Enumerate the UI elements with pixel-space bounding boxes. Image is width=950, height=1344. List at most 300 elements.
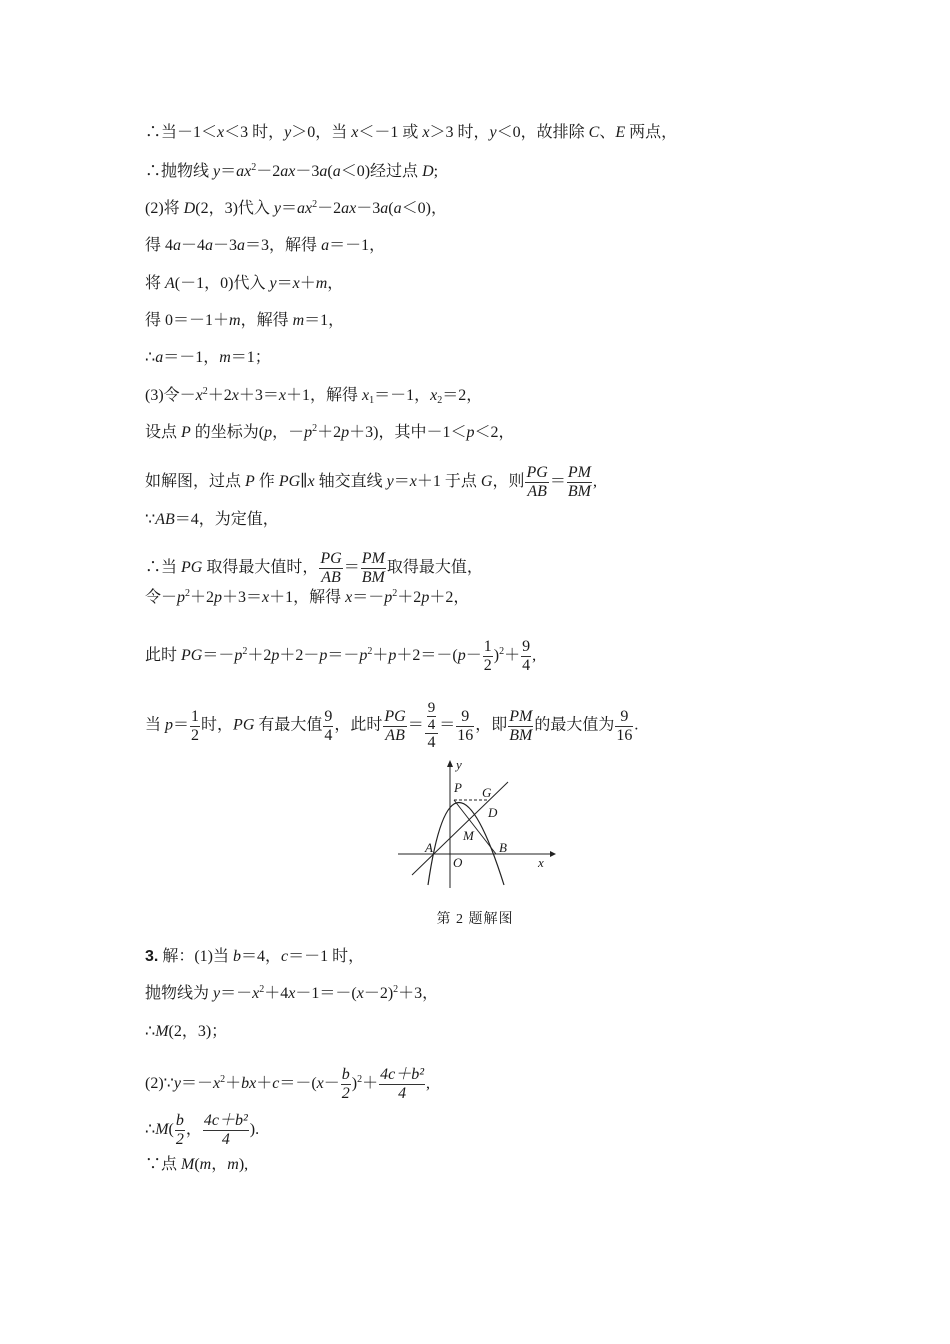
fraction: [341, 1066, 351, 1103]
math-variable: y: [386, 473, 394, 491]
text-span: ＜－1 或: [358, 124, 423, 141]
text-span: (: [194, 1156, 200, 1173]
fraction-denominator: 4: [522, 657, 531, 674]
fraction-numerator: 9: [324, 707, 333, 725]
math-variable: P: [245, 473, 255, 491]
math-variable: x: [231, 387, 239, 404]
fraction-numerator: PG: [320, 550, 342, 567]
label-D: D: [488, 805, 498, 820]
label-x: x: [538, 855, 544, 870]
label-G: G: [482, 785, 492, 800]
text-line: [145, 236, 385, 256]
text-span: ＝: [173, 716, 190, 734]
text-span: ＝－1，: [329, 237, 386, 254]
fraction-numerator: 4c＋b²: [380, 1066, 425, 1083]
text-span: ∴: [145, 1023, 156, 1040]
fraction-numerator: PM: [361, 550, 385, 567]
text-span: －2: [256, 163, 281, 180]
math-variable: b: [233, 948, 242, 965]
fraction-denominator: AB: [321, 569, 341, 586]
text-span: 如解图，过点: [145, 473, 246, 491]
text-span: ＝－: [352, 589, 385, 606]
fraction-denominator: 16: [616, 726, 633, 744]
math-variable: m: [227, 1156, 239, 1173]
math-variable: p: [457, 647, 466, 665]
math-variable: x: [195, 387, 203, 404]
math-variable: p: [466, 424, 475, 441]
text-span: ∴当: [145, 559, 182, 577]
superscript: 2: [312, 199, 318, 210]
text-span: ＋3＝: [238, 387, 279, 404]
fraction-denominator: BM: [509, 726, 533, 744]
text-span: ∴当－1＜: [145, 124, 218, 141]
text-line: [145, 1022, 227, 1042]
question-number: 3.: [145, 948, 159, 965]
math-variable: y: [284, 124, 292, 141]
text-span: ，此时: [334, 716, 383, 734]
math-variable: G: [480, 473, 493, 491]
label-y: y: [456, 757, 462, 772]
fraction: [203, 1112, 249, 1149]
fraction-numerator: 4c＋b²: [203, 1112, 248, 1129]
text-span: 取得最大值时，: [202, 559, 319, 577]
math-variable: y: [213, 163, 221, 180]
fraction-numerator: PG: [526, 464, 548, 481]
fraction-denominator: 4: [324, 726, 333, 744]
math-variable: M: [181, 1156, 195, 1173]
fraction-numerator: 9: [456, 708, 474, 727]
fraction-denominator: BM: [567, 483, 591, 500]
text-span: (3)令－: [145, 387, 196, 404]
text-span: ＝: [281, 200, 298, 217]
fraction-denominator: AB: [385, 726, 405, 744]
text-span: ＝1，: [304, 312, 345, 329]
text-line: [145, 311, 344, 331]
text-span: ＋: [256, 1075, 273, 1093]
math-variable: PG: [181, 647, 203, 665]
fraction: [175, 1112, 185, 1149]
math-variable: P: [181, 424, 191, 441]
math-variable: c: [281, 948, 289, 965]
superscript: 2: [312, 423, 318, 434]
fraction-denominator: 4: [427, 734, 436, 751]
figure-caption: 第 2 题解图: [436, 912, 514, 927]
fraction-numerator: PG: [384, 707, 406, 725]
text-span: ＝－: [180, 1075, 213, 1093]
math-variable: p: [319, 647, 328, 665]
text-span: －2): [363, 985, 394, 1002]
math-variable: y: [269, 275, 277, 292]
superscript: 2: [393, 984, 399, 995]
text-span: ∴: [145, 1121, 156, 1139]
text-span: ＋2＝－(: [396, 647, 458, 665]
math-variable: y: [173, 1075, 181, 1093]
text-span: ，则: [492, 473, 525, 491]
math-variable: m: [219, 349, 231, 366]
math-variable: p: [177, 589, 186, 606]
label-M: M: [463, 828, 474, 843]
text-span: ＝－1，: [163, 349, 220, 366]
fraction: [190, 708, 200, 745]
text-span: －: [465, 647, 482, 665]
text-line: [145, 386, 482, 406]
fraction-denominator: 4: [427, 717, 436, 733]
text-span: ＝－: [202, 647, 235, 665]
text-span: ∵点: [145, 1156, 182, 1173]
text-span: (: [388, 200, 394, 217]
fraction: [521, 638, 531, 675]
math-variable: ax: [297, 200, 313, 217]
text-line: [145, 588, 469, 608]
subscript: 1: [369, 395, 375, 406]
text-span: ＋2，: [429, 589, 470, 606]
text-span: ＋1，解得: [269, 589, 346, 606]
superscript: 2: [251, 162, 257, 173]
text-span: ＜3 时，: [224, 124, 285, 141]
math-variable: x: [307, 473, 315, 491]
math-variable: C: [588, 124, 600, 141]
math-variable: p: [234, 647, 243, 665]
text-span: (: [168, 1121, 174, 1139]
math-variable: c: [272, 1075, 280, 1093]
fraction: [525, 464, 548, 501]
text-line: [145, 1066, 430, 1103]
superscript: 2: [367, 646, 373, 658]
text-span: 抛物线为: [145, 985, 214, 1002]
text-span: 设点: [145, 424, 182, 441]
label-P: P: [454, 780, 462, 795]
text-span: 得 4: [145, 237, 174, 254]
text-line: [145, 464, 597, 501]
text-span: －: [323, 1075, 340, 1093]
text-span: ): [493, 647, 500, 665]
fraction: [456, 708, 474, 745]
math-variable: p: [388, 647, 397, 665]
math-variable: AB: [155, 511, 175, 528]
math-variable: x: [362, 387, 370, 404]
math-variable: x: [351, 124, 359, 141]
text-span: 、: [599, 124, 616, 141]
text-span: ＋1 于点: [416, 473, 481, 491]
text-span: ＝－1 时，: [288, 948, 365, 965]
text-span: ＋2: [207, 387, 232, 404]
text-span: 有最大值: [254, 716, 323, 734]
math-variable: a: [155, 349, 164, 366]
math-variable: a: [237, 237, 246, 254]
math-variable: x: [212, 1075, 221, 1093]
text-span: 当: [145, 716, 166, 734]
text-span: ＋: [504, 647, 521, 665]
text-span: ＝: [407, 716, 424, 734]
math-variable: p: [421, 589, 430, 606]
text-line: [145, 1155, 248, 1175]
math-variable: A: [165, 275, 175, 292]
fraction: [383, 708, 406, 745]
text-span: 的坐标为(: [190, 424, 265, 441]
text-line: [145, 947, 364, 967]
text-span: ＋3，: [398, 985, 439, 1002]
math-variable: x: [422, 124, 430, 141]
fraction: [379, 1066, 425, 1103]
math-variable: a: [319, 163, 328, 180]
text-span: ;: [433, 163, 439, 180]
text-span: 将: [145, 275, 166, 292]
text-span: －1＝－(: [295, 985, 357, 1002]
text-span: ∵: [145, 511, 156, 528]
text-line: [145, 162, 438, 182]
text-span: ＋4: [264, 985, 289, 1002]
text-span: －3: [295, 163, 320, 180]
fraction: [425, 700, 439, 752]
fraction: [323, 708, 333, 745]
text-span: 作: [254, 473, 279, 491]
fraction-denominator: 16: [457, 726, 474, 744]
fraction-numerator: PM: [567, 464, 591, 481]
text-span: ，解得: [240, 312, 293, 329]
text-span: ＜0，故排除: [496, 124, 589, 141]
fraction-denominator: 4: [221, 1131, 230, 1148]
text-span: ＋2: [317, 424, 342, 441]
text-line: [145, 984, 438, 1004]
math-variable: PG: [278, 473, 301, 491]
text-span: ＋2: [190, 589, 215, 606]
text-span: ＝－(: [279, 1075, 317, 1093]
math-variable: x: [262, 589, 270, 606]
fraction-numerator: 9: [615, 708, 633, 727]
text-span: －2: [317, 200, 342, 217]
math-variable: x: [288, 985, 296, 1002]
superscript: 2: [202, 386, 208, 397]
math-variable: m: [315, 275, 328, 292]
text-span: ，: [327, 275, 344, 292]
math-variable: p: [214, 589, 223, 606]
text-span: (2，3)代入: [195, 200, 274, 217]
fraction: [615, 708, 633, 745]
text-span: ∴抛物线: [145, 163, 214, 180]
text-span: ＝2，: [442, 387, 483, 404]
text-span: ＜2，: [474, 424, 515, 441]
text-line: [145, 274, 343, 294]
fraction-numerator: PM: [509, 707, 533, 725]
fraction: [319, 550, 342, 587]
fraction-denominator: 2: [191, 726, 200, 744]
text-span: 此时: [145, 647, 182, 665]
text-span: ＝: [220, 163, 237, 180]
math-variable: y: [273, 200, 282, 217]
math-variable: M: [155, 1023, 169, 1040]
superscript: 2: [499, 646, 505, 658]
math-variable: ax: [280, 163, 296, 180]
text-span: ,: [426, 1075, 431, 1093]
text-span: ＜0)，: [401, 200, 447, 217]
text-span: 取得最大值，: [386, 559, 483, 577]
text-span: ＝: [276, 275, 293, 292]
text-span: ＋3)，其中－1＜: [349, 424, 467, 441]
math-variable: x: [409, 473, 417, 491]
text-line: [145, 123, 677, 143]
text-span: ＞0，当: [291, 124, 352, 141]
math-variable: m: [292, 312, 305, 329]
text-span: ＜0)经过点: [340, 163, 423, 180]
parabola-diagram-graphic: [390, 755, 560, 890]
text-span: ＝: [343, 559, 360, 577]
math-variable: PG: [181, 559, 203, 577]
math-variable: ax: [341, 200, 357, 217]
fraction-denominator: BM: [361, 569, 385, 586]
fraction-numerator: [425, 700, 439, 734]
text-span: ＋: [362, 1075, 379, 1093]
text-line: [145, 550, 483, 587]
label-A: A: [425, 840, 433, 855]
math-variable: D: [183, 200, 196, 217]
math-variable: x: [430, 387, 438, 404]
math-variable: p: [264, 424, 273, 441]
superscript: 2: [220, 1074, 226, 1086]
text-line: [145, 700, 638, 752]
text-span: ＝3，解得: [245, 237, 322, 254]
text-span: ∥: [300, 473, 308, 491]
text-span: ＝－: [220, 985, 253, 1002]
math-variable: x: [292, 275, 300, 292]
math-variable: a: [321, 237, 330, 254]
text-span: ): [351, 1075, 358, 1093]
inner-fraction: [427, 700, 437, 733]
text-span: (2)∵: [145, 1075, 174, 1093]
text-span: ).: [249, 1121, 260, 1139]
text-line: [145, 199, 447, 219]
text-span: 解：(1)当: [158, 948, 234, 965]
fraction-denominator: AB: [527, 483, 547, 500]
math-variable: a: [173, 237, 182, 254]
text-span: ＝－1，: [374, 387, 431, 404]
fraction-numerator: 1: [483, 638, 492, 655]
math-variable: p: [359, 647, 368, 665]
text-span: ),: [238, 1156, 249, 1173]
fraction: [508, 708, 533, 745]
text-span: ＝: [549, 473, 566, 491]
superscript: 2: [259, 984, 265, 995]
fraction-denominator: 2: [483, 657, 492, 674]
text-span: .: [634, 716, 639, 734]
text-span: ＝: [439, 716, 456, 734]
text-span: ＋: [372, 647, 389, 665]
fraction-numerator: b: [175, 1112, 184, 1129]
math-variable: y: [213, 985, 221, 1002]
text-line: [145, 423, 515, 443]
fraction-numerator: 9: [522, 638, 531, 655]
math-variable: x: [278, 387, 287, 404]
math-variable: bx: [241, 1075, 257, 1093]
math-variable: m: [199, 1156, 212, 1173]
fraction: [483, 638, 493, 675]
superscript: 2: [392, 588, 398, 599]
text-line: [145, 348, 271, 368]
math-variable: p: [384, 589, 393, 606]
math-variable: E: [615, 124, 626, 141]
text-span: －4: [181, 237, 206, 254]
math-variable: x: [217, 124, 225, 141]
text-span: 得 0＝－1＋: [145, 312, 230, 329]
text-span: ＋3＝: [222, 589, 263, 606]
math-variable: x: [316, 1075, 324, 1093]
math-variable: ax: [236, 163, 252, 180]
superscript: 2: [242, 646, 248, 658]
text-span: ＝1；: [230, 349, 271, 366]
text-span: ＝: [393, 473, 410, 491]
text-span: ＋2: [397, 589, 422, 606]
fraction-denominator: 2: [341, 1085, 350, 1102]
math-variable: a: [393, 200, 402, 217]
text-span: ＋: [225, 1075, 242, 1093]
text-line: [145, 510, 279, 530]
text-span: 时，: [201, 716, 234, 734]
math-variable: y: [489, 124, 497, 141]
superscript: 2: [357, 1074, 363, 1086]
fraction-numerator: b: [341, 1066, 350, 1083]
math-variable: a: [332, 163, 341, 180]
math-variable: a: [380, 200, 389, 217]
math-variable: p: [304, 424, 313, 441]
parabola-figure: [390, 755, 560, 890]
text-line: [145, 638, 536, 675]
text-span: ，: [211, 1156, 228, 1173]
text-span: ＋2: [247, 647, 272, 665]
math-variable: p: [271, 647, 280, 665]
text-span: (2，3)；: [168, 1023, 228, 1040]
math-variable: x: [356, 985, 364, 1002]
text-span: ＋: [299, 275, 316, 292]
fraction-numerator: 1: [191, 707, 200, 725]
text-span: ＝4，: [241, 948, 282, 965]
fraction: [567, 464, 592, 501]
math-variable: m: [229, 312, 241, 329]
subscript: 2: [437, 395, 443, 406]
text-span: ，即: [475, 716, 508, 734]
label-O: O: [453, 855, 463, 870]
superscript: 2: [185, 588, 191, 599]
math-variable: x: [345, 589, 353, 606]
text-span: ＝－: [327, 647, 360, 665]
text-span: ＋1，解得: [286, 387, 363, 404]
fraction: [361, 550, 386, 587]
math-variable: p: [165, 716, 174, 734]
math-variable: PG: [233, 716, 255, 734]
math-variable: a: [205, 237, 214, 254]
text-span: 轴交直线: [314, 473, 387, 491]
text-line: [145, 1112, 259, 1149]
fraction-numerator: 9: [427, 700, 436, 716]
fraction-denominator: 2: [175, 1131, 184, 1148]
text-span: (2)将: [145, 200, 184, 217]
text-span: ，－: [272, 424, 305, 441]
text-span: ∴: [145, 349, 156, 366]
label-B: B: [499, 840, 507, 855]
text-span: ＞3 时，: [429, 124, 490, 141]
text-span: －3: [213, 237, 238, 254]
fraction-denominator: 4: [398, 1085, 407, 1102]
text-span: (: [327, 163, 333, 180]
text-span: 的最大值为: [534, 716, 615, 734]
text-span: ＋2－: [279, 647, 320, 665]
text-span: (－1，0)代入: [174, 275, 270, 292]
math-variable: D: [422, 163, 434, 180]
math-variable: p: [341, 424, 350, 441]
text-span: －3: [356, 200, 381, 217]
text-span: ，: [185, 1121, 202, 1139]
text-span: ,: [592, 473, 597, 491]
text-span: 两点，: [625, 124, 678, 141]
text-span: ,: [532, 647, 537, 665]
